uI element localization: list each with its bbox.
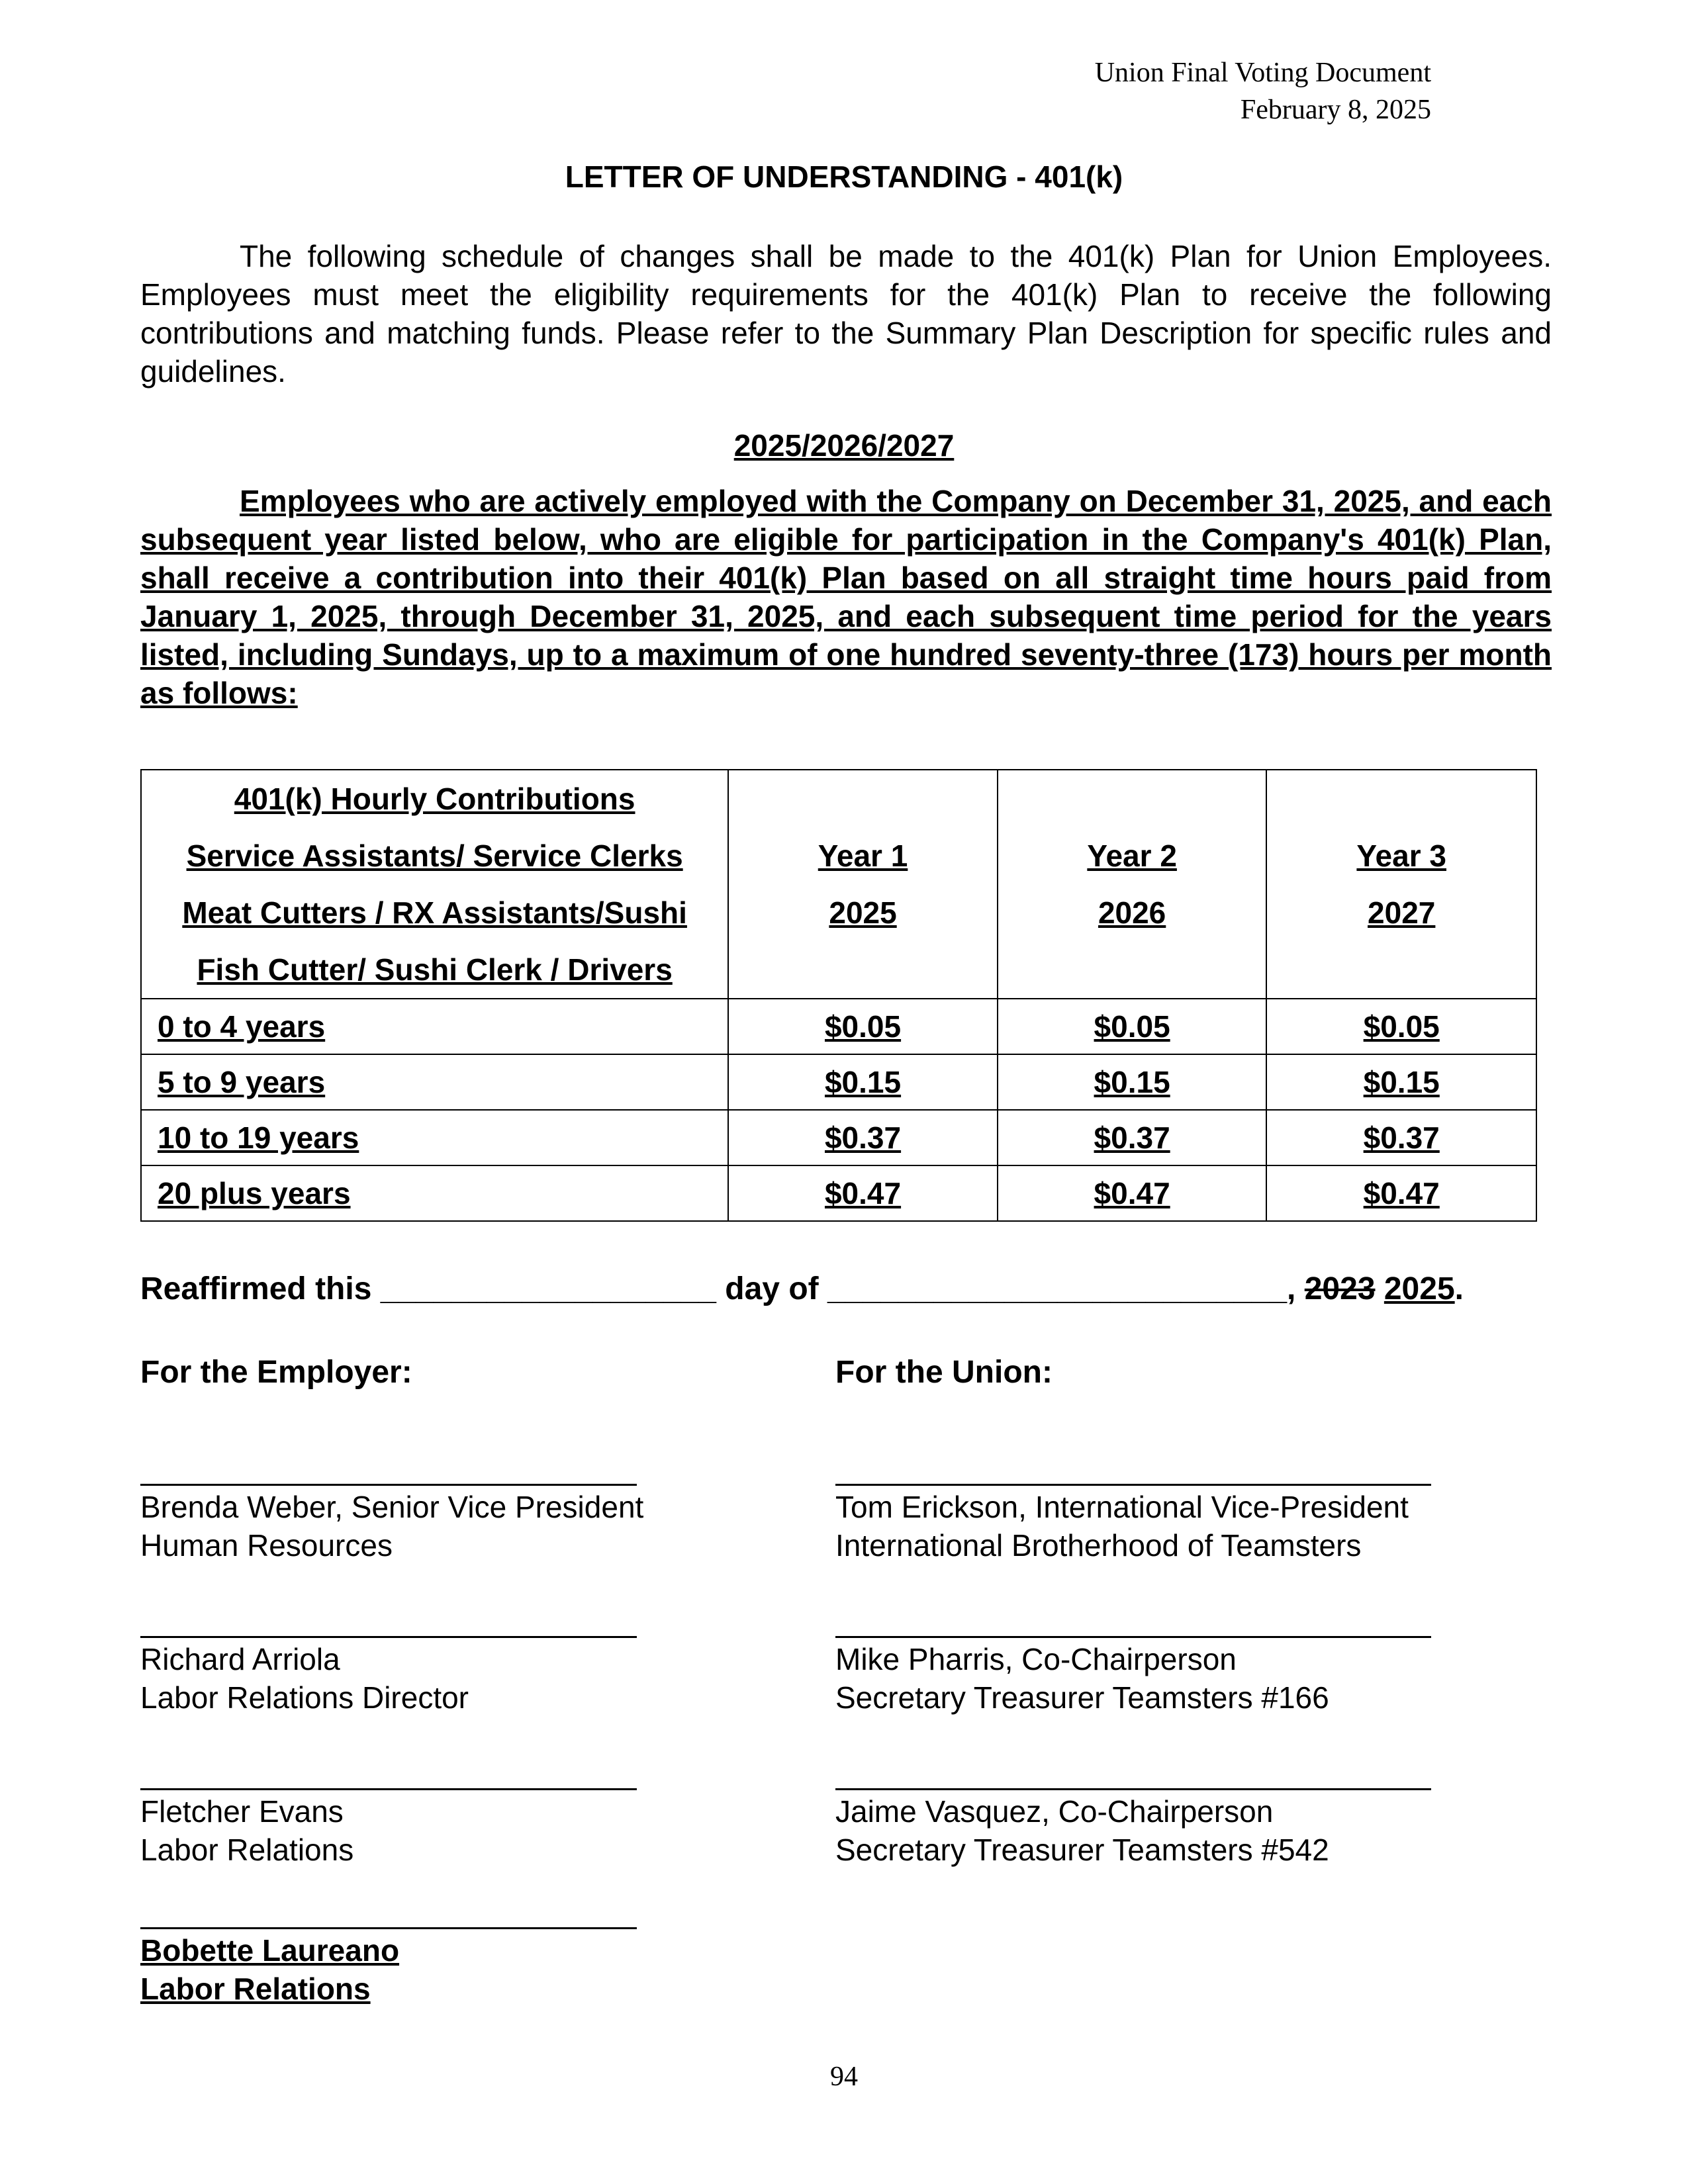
row-value: $0.15 — [1266, 1054, 1536, 1110]
signer-title: Labor Relations — [140, 1833, 354, 1867]
union-signer-1 — [835, 1488, 1409, 1565]
signature-line — [140, 1788, 637, 1790]
signer-name: Brenda Weber, Senior Vice President — [140, 1490, 644, 1524]
row-value: $0.15 — [998, 1054, 1267, 1110]
row-value: $0.05 — [728, 999, 998, 1054]
signer-title: Secretary Treasurer Teamsters #542 — [835, 1833, 1329, 1867]
doc-label: Union Final Voting Document — [1094, 58, 1431, 88]
employer-signer-4 — [140, 1931, 399, 2008]
row-value: $0.37 — [1266, 1110, 1536, 1165]
row-value: $0.37 — [998, 1110, 1267, 1165]
header-line: Service Assistants/ Service Clerks — [186, 839, 683, 873]
row-value: $0.37 — [728, 1110, 998, 1165]
year-value: 2025 — [829, 895, 897, 930]
employer-signer-3 — [140, 1792, 353, 1869]
doc-date: February 8, 2025 — [1240, 95, 1431, 125]
row-value: $0.05 — [1266, 999, 1536, 1054]
table-row — [141, 1054, 1536, 1110]
signer-title: Secretary Treasurer Teamsters #166 — [835, 1680, 1329, 1715]
table-header-category — [141, 770, 728, 999]
row-value: $0.47 — [998, 1165, 1267, 1221]
signer-title: Labor Relations — [140, 1972, 371, 2006]
signer-name: Fletcher Evans — [140, 1794, 344, 1829]
signature-line — [835, 1484, 1431, 1486]
row-label: 20 plus years — [141, 1165, 728, 1221]
year-value: 2027 — [1368, 895, 1436, 930]
union-heading: For the Union: — [835, 1355, 1053, 1390]
contribution-table — [140, 769, 1537, 1222]
table-row — [141, 999, 1536, 1054]
new-year: 2025 — [1383, 1271, 1455, 1306]
signature-line — [835, 1788, 1431, 1790]
year-label: Year 2 — [1087, 839, 1177, 873]
signer-name: Tom Erickson, International Vice-President — [835, 1490, 1409, 1524]
terms-paragraph: Employees who are actively employed with the Company on December 31, 2025, and each subsequent year listed below, who are eligible for participation in the Company's 401(k) Plan, shall receive a contribution into their 401(k) Plan based on all straight time hours paid from January 1, 2025, through December 31, 2025, and each subsequent time period for the years listed, including Sundays, up to a maximum of one hundred seventy-three (173) hours per month as follows: — [140, 484, 1552, 710]
row-value: $0.47 — [728, 1165, 998, 1221]
row-label: 0 to 4 years — [141, 999, 728, 1054]
signature-line — [140, 1636, 637, 1638]
table-header-year-1 — [728, 770, 998, 999]
page-title: LETTER OF UNDERSTANDING - 401(k) — [565, 159, 1123, 194]
signer-name: Bobette Laureano — [140, 1933, 400, 1968]
signature-line — [835, 1636, 1431, 1638]
union-signer-3 — [835, 1792, 1329, 1869]
year-value: 2026 — [1098, 895, 1166, 930]
reaffirm-line — [140, 1271, 1464, 1307]
years-heading: 2025/2026/2027 — [733, 428, 955, 463]
union-signer-2 — [835, 1640, 1329, 1717]
signer-title: International Brotherhood of Teamsters — [835, 1528, 1362, 1563]
signer-name: Jaime Vasquez, Co-Chairperson — [835, 1794, 1274, 1829]
employer-signer-1 — [140, 1488, 643, 1565]
row-value: $0.15 — [728, 1054, 998, 1110]
employer-signer-2 — [140, 1640, 469, 1717]
row-value: $0.47 — [1266, 1165, 1536, 1221]
document-header — [1095, 54, 1431, 128]
row-label: 5 to 9 years — [141, 1054, 728, 1110]
table-header-year-2 — [998, 770, 1267, 999]
header-line: Meat Cutters / RX Assistants/Sushi — [182, 895, 687, 930]
signer-title: Human Resources — [140, 1528, 393, 1563]
signer-title: Labor Relations Director — [140, 1680, 469, 1715]
year-label: Year 1 — [818, 839, 908, 873]
table-header-year-3 — [1266, 770, 1536, 999]
row-label: 10 to 19 years — [141, 1110, 728, 1165]
table-row — [141, 1165, 1536, 1221]
intro-paragraph: The following schedule of changes shall be made to the 401(k) Plan for Union Employees. Employees must meet the eligibility requirements for the 401(k) Plan to receive the following contributions and matching funds. Please refer to the Summary Plan Description for specific rules and guidelines. — [140, 239, 1552, 388]
reaffirm-suffix: . — [1454, 1271, 1464, 1306]
header-line: Fish Cutter/ Sushi Clerk / Drivers — [197, 952, 673, 987]
page-number: 94 — [830, 2062, 858, 2092]
reaffirm-prefix: Reaffirmed this ___________________ day of __________________________, — [140, 1271, 1305, 1306]
table-header-row — [141, 770, 1536, 999]
table-row — [141, 1110, 1536, 1165]
header-line: 401(k) Hourly Contributions — [234, 782, 635, 816]
year-label: Year 3 — [1356, 839, 1446, 873]
signature-line — [140, 1484, 637, 1486]
signature-line — [140, 1927, 637, 1929]
row-value: $0.05 — [998, 999, 1267, 1054]
struck-year: 2023 — [1304, 1271, 1376, 1306]
signer-name: Richard Arriola — [140, 1642, 340, 1676]
signer-name: Mike Pharris, Co-Chairperson — [835, 1642, 1237, 1676]
employer-heading: For the Employer: — [140, 1355, 412, 1390]
